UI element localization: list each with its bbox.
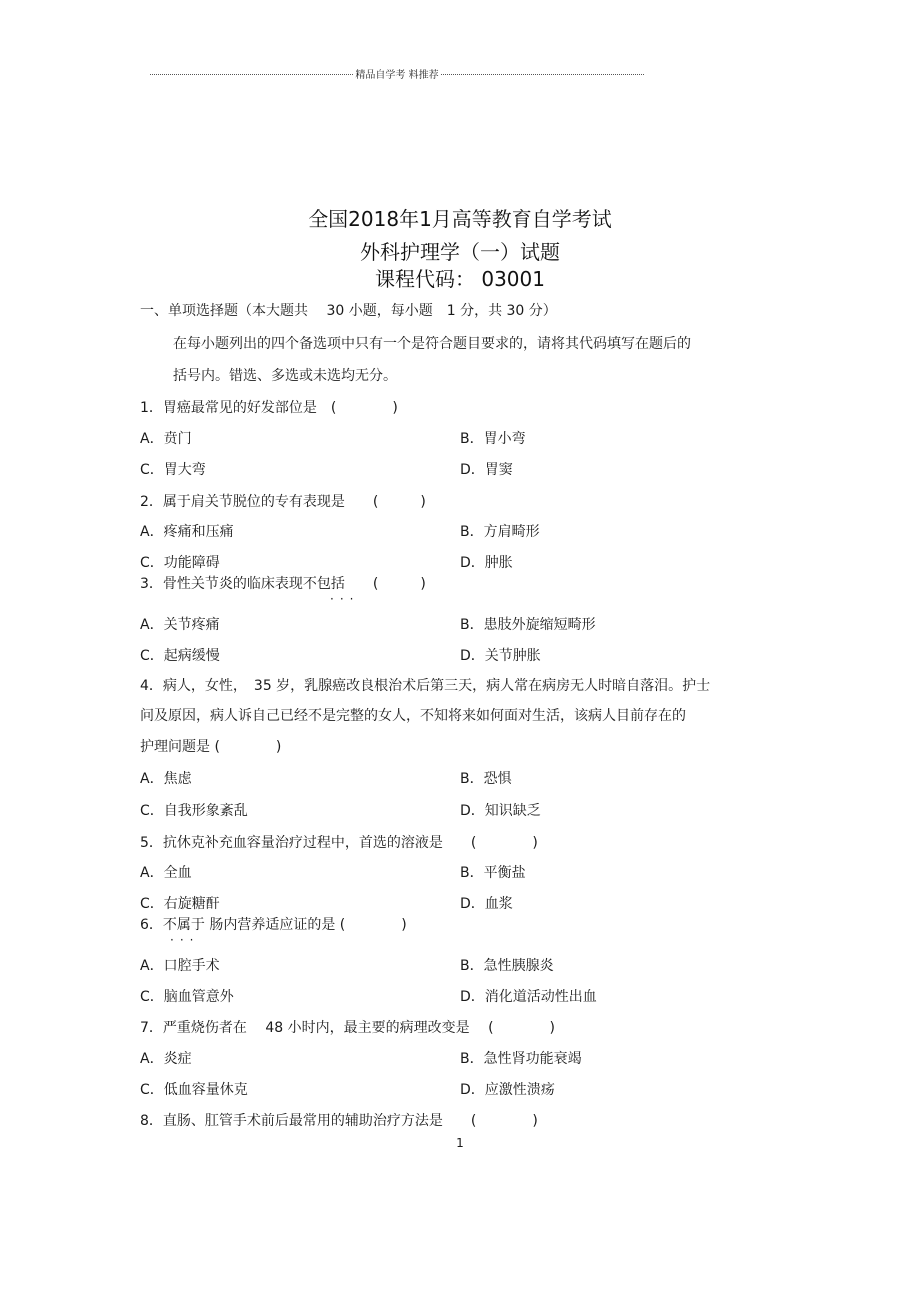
question-4-option-b: B．恐惧 — [460, 771, 512, 787]
question-2-stem: 2．属于肩关节脱位的专有表现是 ( ) — [140, 494, 426, 510]
question-6-option-d: D．消化道活动性出血 — [460, 989, 597, 1005]
question-7-stem: 7．严重烧伤者在 48 小时内，最主要的病理改变是 ( ) — [140, 1020, 555, 1036]
header-dots-left — [150, 74, 353, 75]
question-4-option-a: A．焦虑 — [140, 771, 192, 787]
question-1-option-b: B．胃小弯 — [460, 431, 526, 447]
subject-title: 外科护理学（一）试题 — [360, 240, 560, 264]
question-7-option-c: C．低血容量休克 — [140, 1082, 248, 1098]
question-3-emphasis-dots: ··· — [330, 592, 360, 606]
question-2-option-b: B．方肩畸形 — [460, 524, 540, 540]
header-dots-right — [441, 74, 644, 75]
section-heading: 一、单项选择题（本大题共 30 小题，每小题 1 分，共 30 分） — [140, 303, 557, 319]
question-5-option-b: B．平衡盐 — [460, 865, 526, 881]
question-7-option-b: B．急性肾功能衰竭 — [460, 1051, 582, 1067]
question-8-stem: 8．直肠、肛管手术前后最常用的辅助治疗方法是 ( ) — [140, 1113, 538, 1129]
question-2-option-a: A．疼痛和压痛 — [140, 524, 234, 540]
question-1-stem: 1．胃癌最常见的好发部位是 ( ) — [140, 400, 398, 416]
question-7-option-a: A．炎症 — [140, 1051, 192, 1067]
question-4-option-c: C．自我形象紊乱 — [140, 803, 248, 819]
exam-title: 全国2018年1月高等教育自学考试 — [308, 207, 612, 231]
question-7-option-d: D．应激性溃疡 — [460, 1082, 555, 1098]
page-number: 1 — [456, 1136, 464, 1150]
question-6-option-b: B．急性胰腺炎 — [460, 958, 554, 974]
question-5-stem: 5．抗休克补充血容量治疗过程中，首选的溶液是 ( ) — [140, 835, 538, 851]
header-text: 精品自学考 料推荐 — [355, 70, 439, 81]
question-3-option-d: D．关节肿胀 — [460, 648, 541, 664]
question-2-option-d: D．肿胀 — [460, 555, 513, 571]
question-3-option-b: B．患肢外旋缩短畸形 — [460, 617, 596, 633]
question-6-emphasis-dots: ··· — [170, 933, 200, 947]
question-3-stem: 3．骨性关节炎的临床表现不包括 ( ) — [140, 576, 426, 592]
question-1-option-d: D．胃窦 — [460, 462, 513, 478]
question-1-option-a: A．贲门 — [140, 431, 192, 447]
question-6-stem: 6．不属于 肠内营养适应证的是 ( ) — [140, 917, 407, 933]
question-1-option-c: C．胃大弯 — [140, 462, 206, 478]
page-header — [150, 66, 644, 81]
question-4-stem-line-2: 问及原因，病人诉自己已经不是完整的女人，不知将来如何面对生活，该病人目前存在的 — [140, 708, 686, 724]
question-5-option-c: C．右旋糖酐 — [140, 896, 220, 912]
question-5-option-a: A．全血 — [140, 865, 192, 881]
question-3-option-c: C．起病缓慢 — [140, 648, 220, 664]
question-2-option-c: C．功能障碍 — [140, 555, 220, 571]
question-5-option-d: D．血浆 — [460, 896, 513, 912]
question-6-option-c: C．脑血管意外 — [140, 989, 234, 1005]
question-4-stem-line-3: 护理问题是 ( ) — [140, 739, 282, 755]
question-3-option-a: A．关节疼痛 — [140, 617, 220, 633]
instructions-line-2: 括号内。错选、多选或未选均无分。 — [173, 368, 397, 384]
instructions-line-1: 在每小题列出的四个备选项中只有一个是符合题目要求的，请将其代码填写在题后的 — [173, 336, 691, 352]
question-6-option-a: A．口腔手术 — [140, 958, 220, 974]
question-4-option-d: D．知识缺乏 — [460, 803, 541, 819]
question-4-stem-line-1: 4．病人，女性， 35 岁，乳腺癌改良根治术后第三天，病人常在病房无人时暗自落泪。护士 — [140, 678, 711, 694]
course-code: 课程代码： 03001 — [375, 267, 545, 291]
